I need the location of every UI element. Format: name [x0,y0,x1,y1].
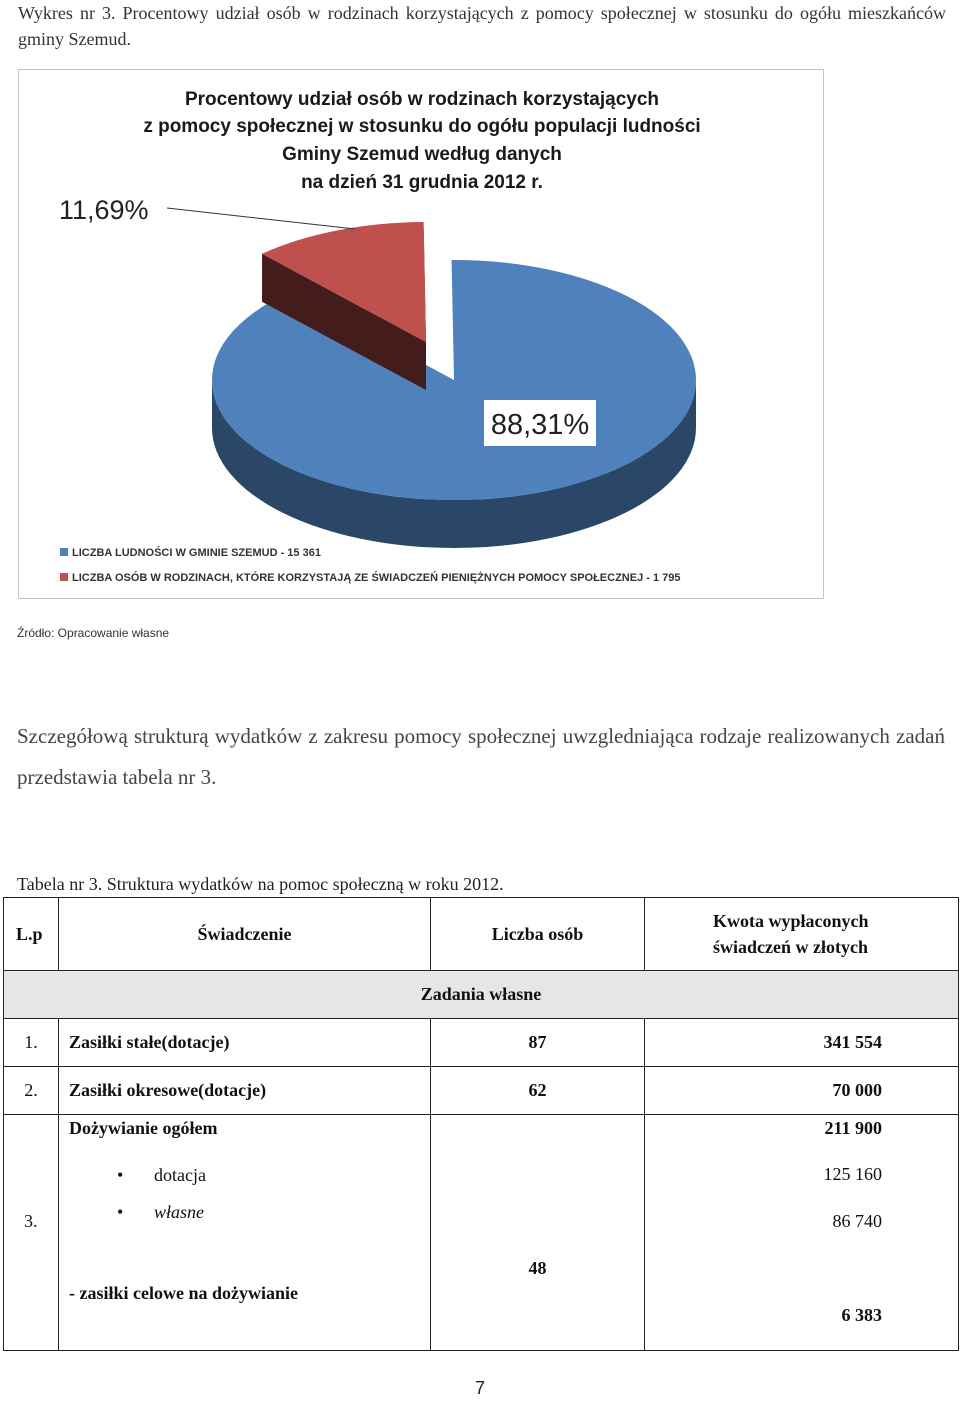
table-header-row [4,898,959,971]
chart-title-line-4: na dzień 31 grudnia 2012 r. [301,172,543,193]
slice-label-0: 88,31% [490,409,590,441]
row3-amount-wlasne: 86 740 [832,1211,882,1231]
chart-title-line-3: Gminy Szemud według danych [282,144,562,165]
row3-persons-cell [431,1115,645,1351]
row-amount: 341 554 [645,1019,959,1067]
row3-amount-celowe: 6 383 [841,1305,882,1325]
row-benefit: Zasiłki stałe(dotacje) [59,1019,431,1067]
header-lp: L.p [4,898,59,971]
row-amount: 70 000 [645,1067,959,1115]
header-amount-line-1: Kwota wypłaconych [713,911,869,931]
row3-benefit-celowe: - zasiłki celowe na dożywianie [69,1283,298,1303]
row-lp: 1. [4,1019,59,1067]
bullet-icon: • [117,1202,124,1222]
header-amount [645,898,959,971]
header-benefit: Świadczenie [59,898,431,971]
table-row [4,1067,959,1115]
chart-source-note: Źródło: Opracowanie własne [17,626,170,640]
table-section-row [4,971,959,1019]
row3-persons: 48 [528,1258,547,1278]
row3-amount-cell [645,1115,959,1351]
row3-lp: 3. [24,1211,38,1231]
section-own-tasks: Zadania własne [4,971,959,1019]
slice-label-leader-line [167,208,355,229]
chart-title-line-1: Procentowy udział osób w rodzinach korzystających [184,89,660,110]
row3-benefit-main: Dożywianie ogółem [69,1118,218,1138]
row3-amount-dotacja: 125 160 [823,1164,882,1184]
table-row-nutrition [4,1115,959,1351]
legend-swatch-0 [60,548,68,556]
page-number: 7 [474,1378,485,1398]
bullet-icon: • [117,1165,124,1185]
legend-entry-0: LICZBA LUDNOŚCI W GMINIE SZEMUD - 15 361 [72,547,321,559]
row-persons: 87 [431,1019,645,1067]
chart-intro-caption: Wykres nr 3. Procentowy udział osób w rodzinach korzystających z pomocy społecznej w stosunku do ogółu mieszkańców gminy Szemud. [18,3,946,49]
row3-sub-wlasne: własne [154,1202,205,1222]
row3-sub-dotacja: dotacja [154,1165,206,1185]
table-row [4,1019,959,1067]
slice-label-1: 11,69% [59,195,149,225]
row-lp: 2. [4,1067,59,1115]
row-benefit: Zasiłki okresowe(dotacje) [59,1067,431,1115]
row3-lp-cell [4,1115,59,1351]
expenditure-table [3,897,959,1351]
pie-chart [19,70,825,600]
pie-chart-frame [18,69,824,599]
row3-amount-total: 211 900 [824,1118,882,1138]
legend-entry-1: LICZBA OSÓB W RODZINACH, KTÓRE KORZYSTAJĄ ZE ŚWIADCZEŃ PIENIĘŻNYCH POMOCY SPOŁECZNEJ - 1 795 [72,572,681,584]
legend-swatch-1 [60,573,68,581]
chart-title-line-2: z pomocy społecznej w stosunku do ogółu populacji ludności [143,116,701,137]
table-caption: Tabela nr 3. Struktura wydatków na pomoc społeczną w roku 2012. [17,874,504,894]
header-amount-line-2: świadczeń w złotych [713,937,868,957]
row-persons: 62 [431,1067,645,1115]
row3-benefit-cell [59,1115,431,1351]
body-paragraph: Szczegółową strukturą wydatków z zakresu pomocy społecznej uwzgledniająca rodzaje realizowanych zadań przedstawia tabela nr 3. [17,724,945,789]
header-persons: Liczba osób [431,898,645,971]
